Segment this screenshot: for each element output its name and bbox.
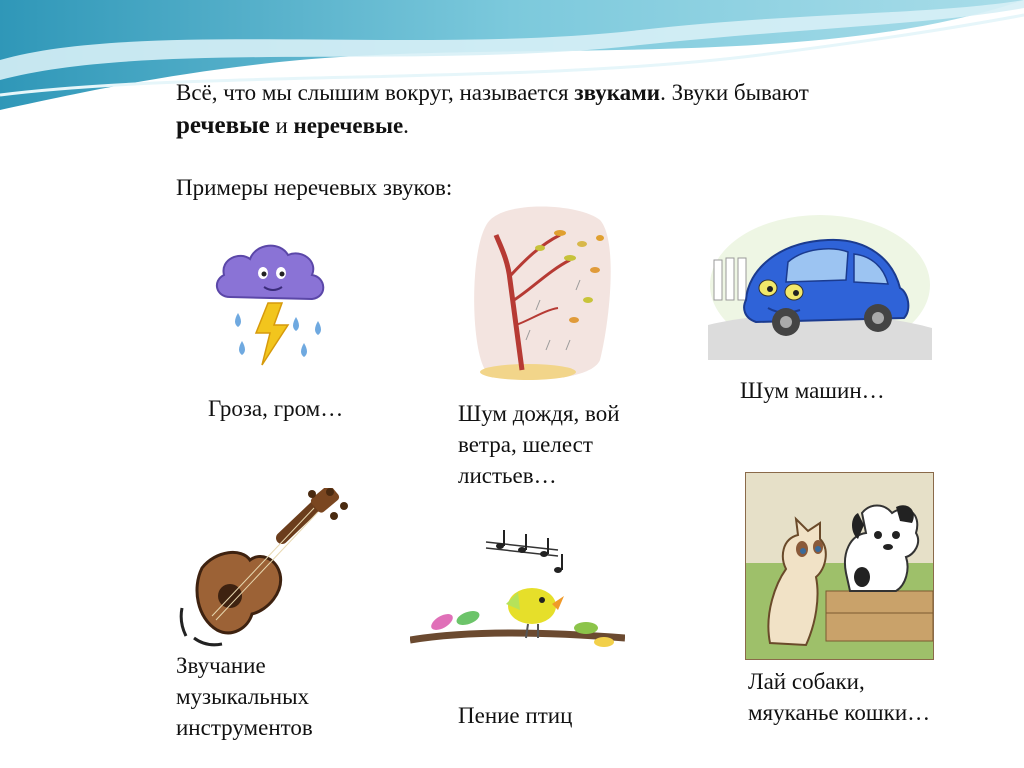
- cat-and-dog-picture: [745, 472, 934, 660]
- intro-paragraph: [176, 76, 936, 142]
- intro-text-2: . Звуки бывают: [660, 80, 809, 105]
- caption-line: Гроза, гром…: [208, 396, 344, 421]
- car-icon: [708, 200, 932, 360]
- caption-line: Звучание: [176, 653, 266, 678]
- term-nonspeech: неречевые: [293, 113, 404, 138]
- intro-conj: и: [269, 113, 294, 138]
- cat-and-dog-icon: [746, 473, 933, 659]
- caption-animals: [748, 666, 930, 728]
- caption-thunder: [208, 393, 343, 424]
- intro-text: Всё, что мы слышим вокруг, называется: [176, 80, 575, 105]
- windy-tree-icon: [470, 200, 618, 385]
- caption-line: ветра, шелест: [458, 432, 593, 457]
- thundercloud-icon: [178, 225, 363, 390]
- car-picture: [708, 200, 932, 360]
- caption-birds: [458, 700, 572, 731]
- caption-line: Шум дождя, вой: [458, 401, 620, 426]
- caption-line: Пение птиц: [458, 703, 573, 728]
- caption-line: музыкальных: [176, 684, 310, 709]
- guitar-picture: [172, 488, 352, 648]
- caption-cars: [740, 375, 885, 406]
- caption-line: листьев…: [458, 463, 557, 488]
- caption-wind: [458, 398, 620, 491]
- singing-bird-icon: [410, 520, 625, 660]
- guitar-icon: [172, 488, 352, 648]
- thundercloud-picture: [178, 225, 363, 390]
- examples-heading: Примеры неречевых звуков:: [176, 175, 453, 200]
- singing-bird-picture: [410, 520, 625, 660]
- caption-line: мяуканье кошки…: [748, 700, 931, 725]
- caption-line: инструментов: [176, 715, 313, 740]
- term-speech: речевые: [176, 112, 270, 139]
- windy-tree-picture: [470, 200, 618, 385]
- intro-end: .: [403, 113, 409, 138]
- caption-line: Шум машин…: [740, 378, 885, 403]
- caption-line: Лай собаки,: [748, 669, 865, 694]
- caption-instruments: [176, 650, 313, 743]
- term-sounds: звуками: [574, 80, 661, 105]
